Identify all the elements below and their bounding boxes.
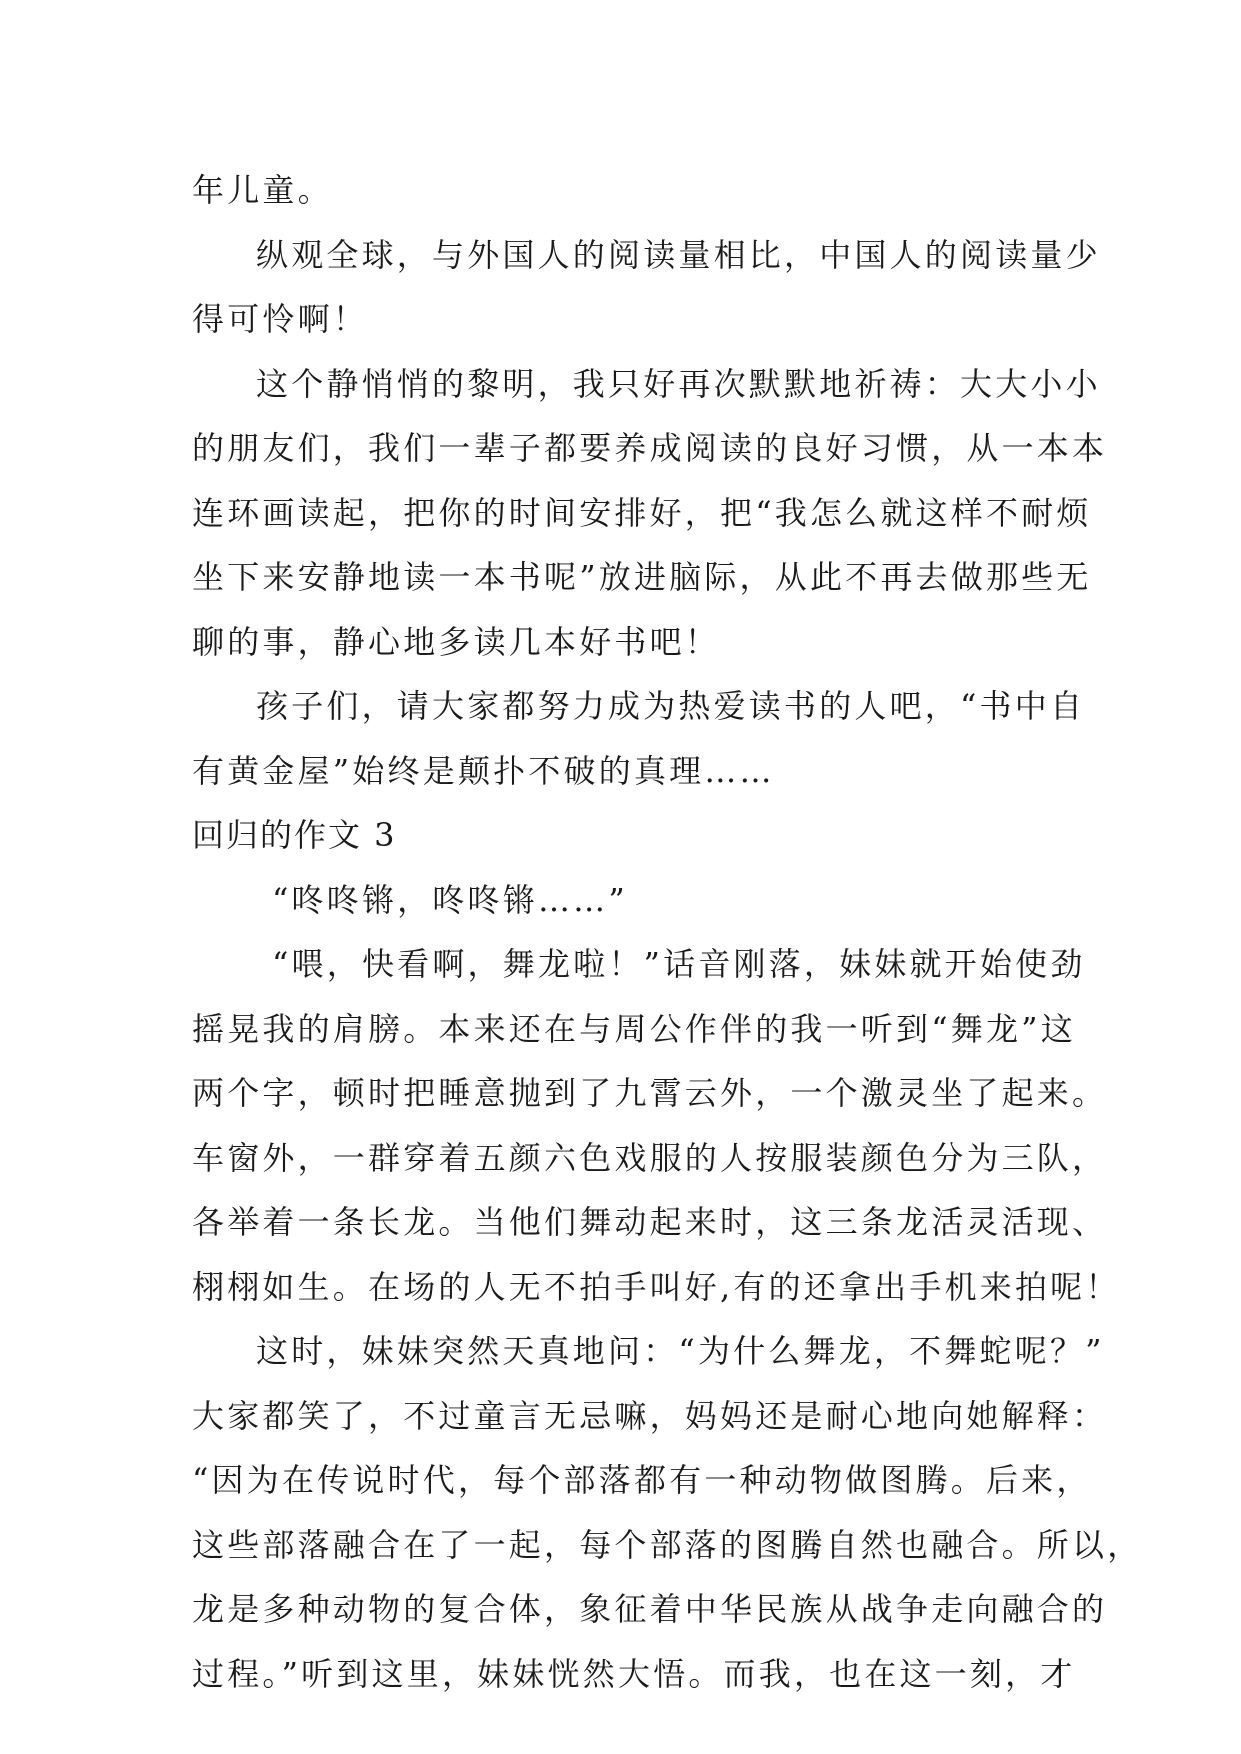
- section-heading: 回归的作文 3: [192, 816, 397, 854]
- text-line: 车窗外，一群穿着五颜六色戏服的人按服装颜色分为三队，: [192, 1138, 1108, 1177]
- text-line: 坐下来安静地读一本书呢”放进脑际，从此不再去做那些无: [192, 558, 1092, 596]
- text-line: 得可怜啊！: [192, 300, 369, 338]
- text-line: “因为在传说时代，每个部落都有一种动物做图腾。后来，: [192, 1461, 1092, 1499]
- text-line: 的朋友们，我们一辈子都要养成阅读的良好习惯，从一本本: [192, 429, 1108, 467]
- text-line: 摇晃我的肩膀。本来还在与周公作伴的我一听到“舞龙”这: [192, 1009, 1076, 1048]
- paragraph-first-line: “咚咚锵，咚咚锵……”: [272, 880, 628, 919]
- text-line: 栩栩如生。在场的人无不拍手叫好,有的还拿出手机来拍呢！: [192, 1267, 1121, 1306]
- text-line: 大家都笑了，不过童言无忌嘛，妈妈还是耐心地向她解释：: [192, 1396, 1108, 1435]
- text-line: 两个字，顿时把睡意抛到了九霄云外，一个激灵坐了起来。: [192, 1074, 1108, 1112]
- paragraph-first-line: “喂，快看啊，舞龙啦！”话音刚落，妹妹就开始使劲: [272, 945, 1086, 983]
- paragraph-first-line: 这个静悄悄的黎明，我只好再次默默地祈祷：大大小小: [256, 364, 1101, 403]
- text-line: 过程。”听到这里，妹妹恍然大悟。而我，也在这一刻，才: [192, 1654, 1076, 1693]
- text-line: 这些部落融合在了一起，每个部落的图腾自然也融合。所以，: [192, 1525, 1143, 1564]
- essay-text: [192, 158, 1143, 1706]
- text-line: 聊的事，静心地多读几本好书吧！: [192, 622, 721, 661]
- text-line: 各举着一条长龙。当他们舞动起来时，这三条龙活灵活现、: [192, 1203, 1108, 1241]
- text-line: 连环画读起，把你的时间安排好，把“我怎么就这样不耐烦: [192, 493, 1092, 532]
- paragraph-first-line: 孩子们，请大家都努力成为热爱读书的人吧，“书中自: [256, 687, 1086, 725]
- text-line: 龙是多种动物的复合体，象征着中华民族从战争走向融合的: [192, 1590, 1108, 1628]
- paragraph-first-line: 这时，妹妹突然天真地问：“为什么舞龙，不舞蛇呢？”: [256, 1332, 1105, 1370]
- paragraph-first-line: 纵观全球，与外国人的阅读量相比，中国人的阅读量少: [256, 235, 1101, 274]
- text-line: 年儿童。: [192, 171, 333, 209]
- text-line: 有黄金屋”始终是颠扑不破的真理……: [192, 751, 775, 790]
